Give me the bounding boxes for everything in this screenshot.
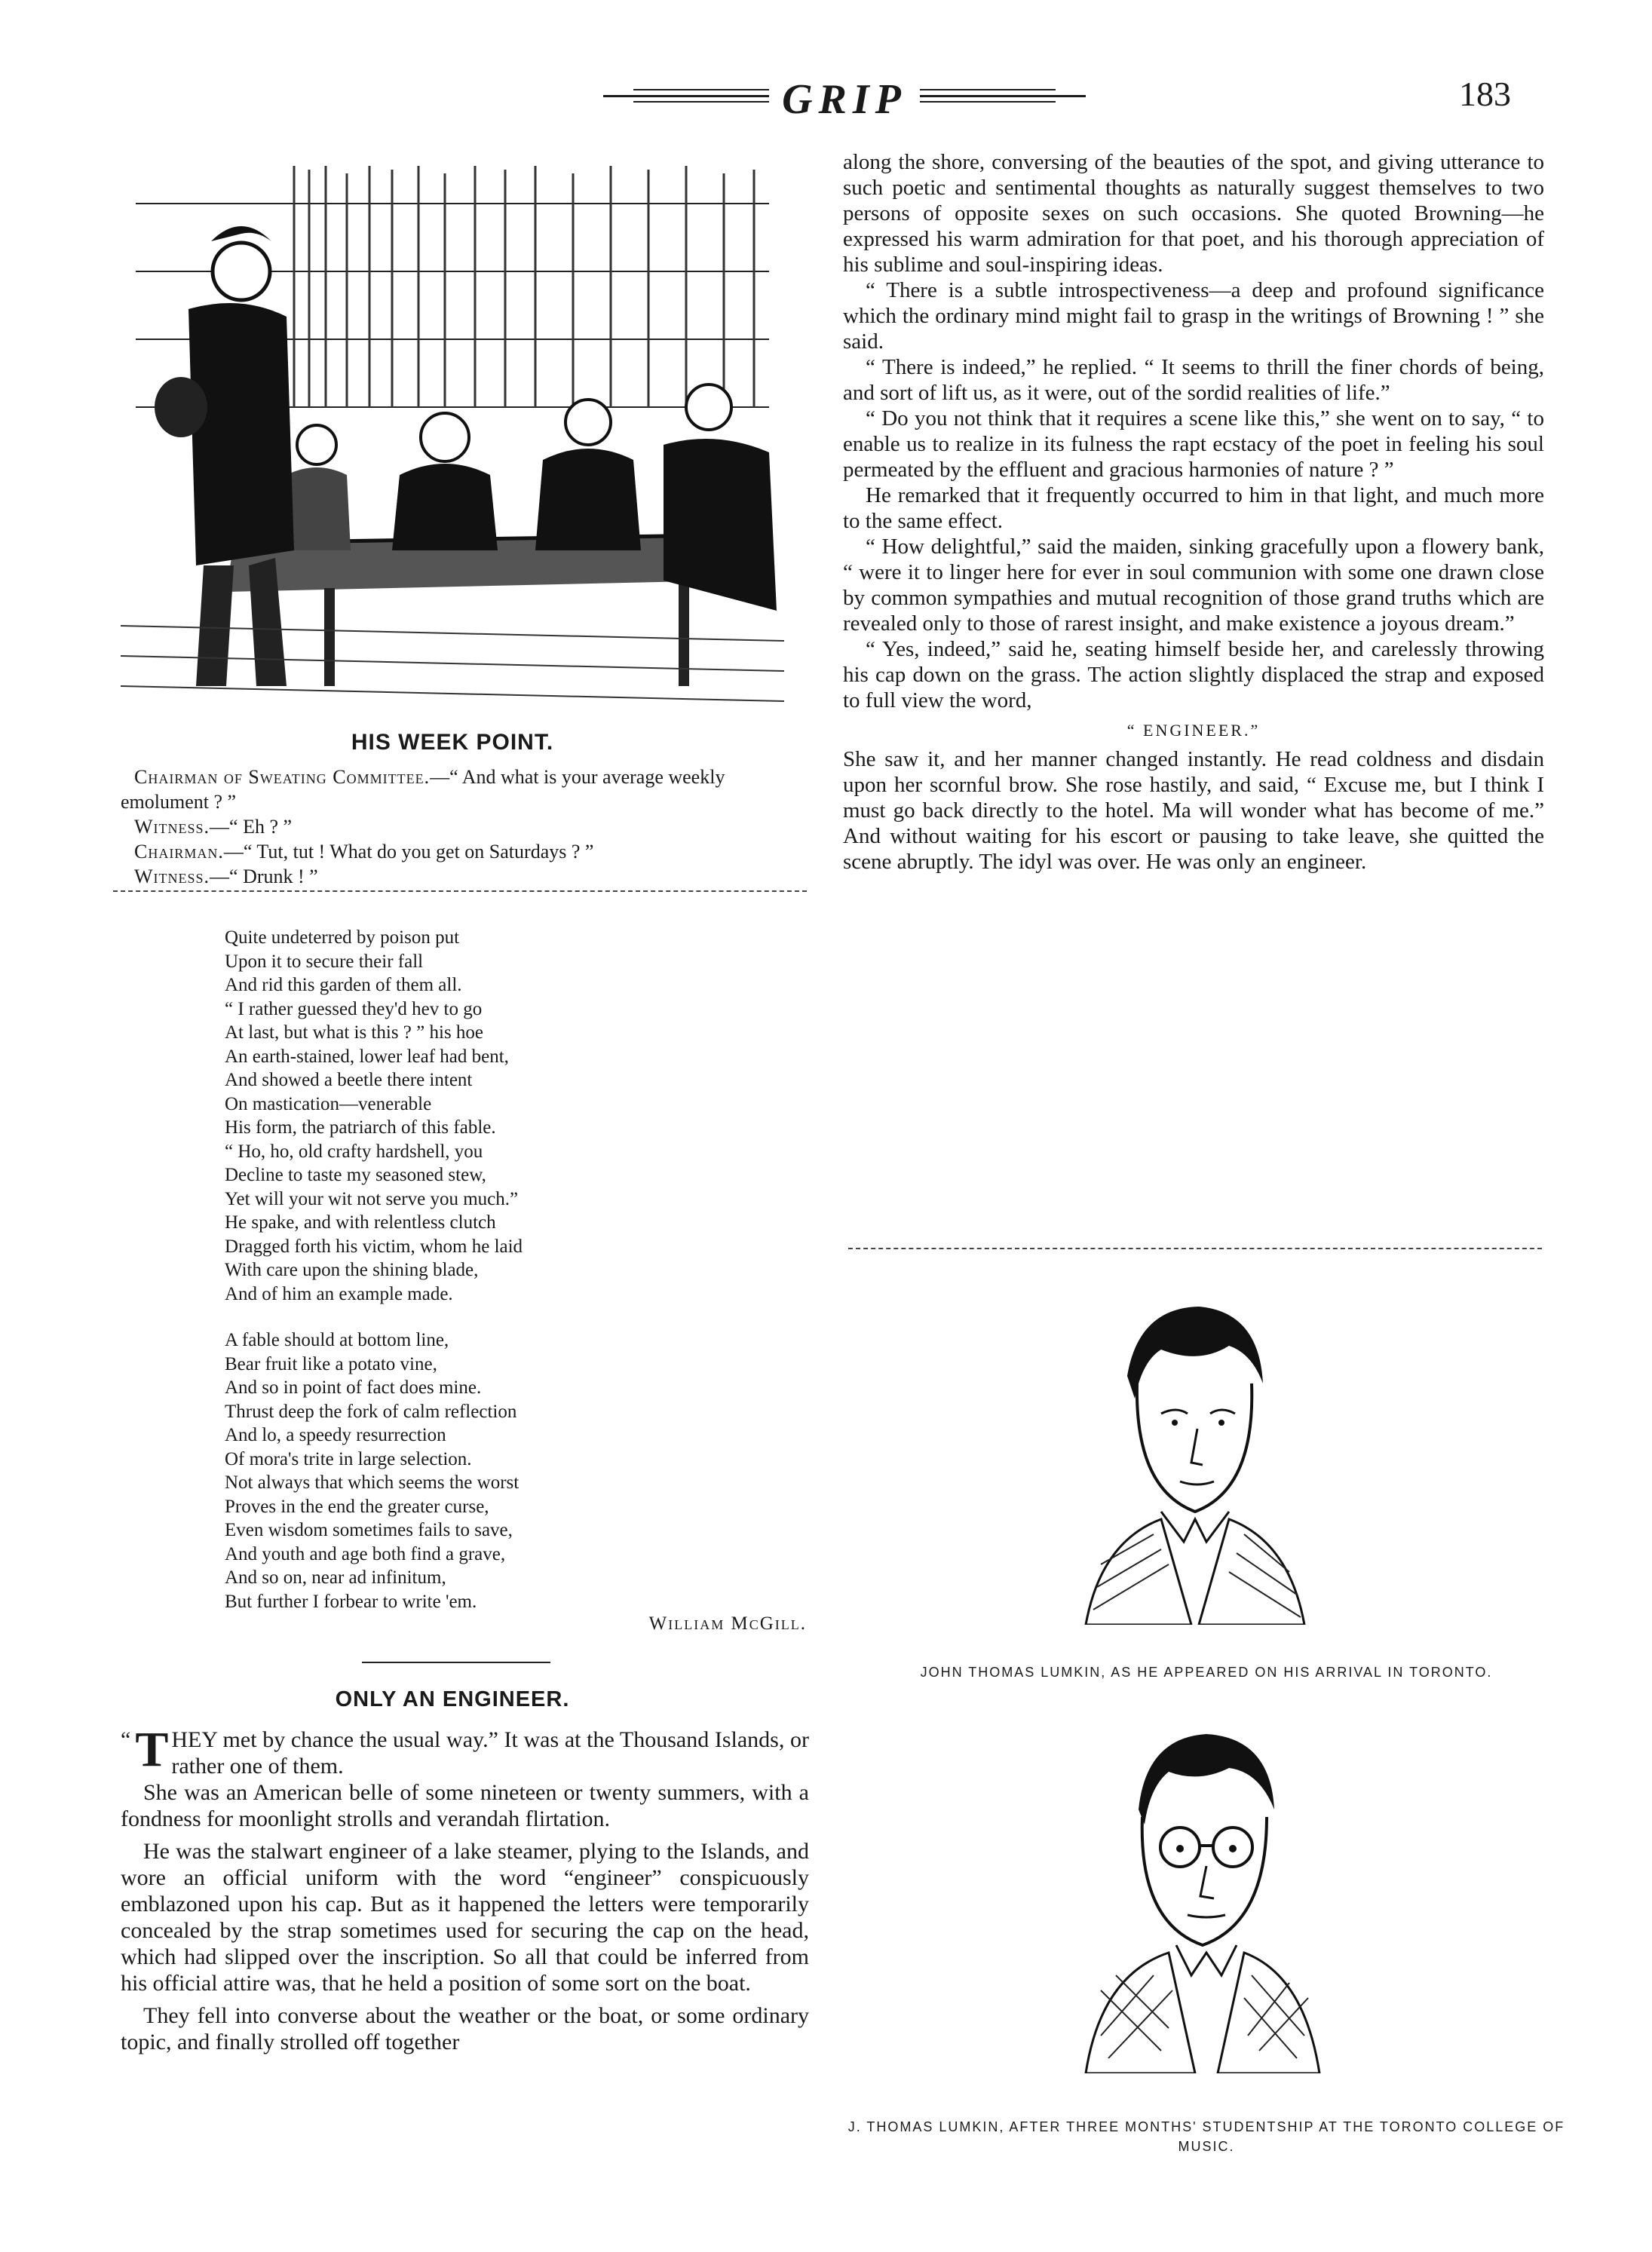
poem-line: And lo, a speedy resurrection — [225, 1425, 446, 1445]
poem-line: Thrust deep the fork of calm reflection — [225, 1401, 517, 1422]
dialog-line — [121, 839, 803, 864]
poem-line: “ Ho, ho, old crafty hardshell, you — [225, 1141, 483, 1162]
poem-author: William McGill. — [648, 1613, 807, 1634]
article-paragraph: “ There is a subtle introspectiveness—a deep and profound significance which the ordinary mind might fail to grasp in the writings of Browning ! ” she said. — [843, 278, 1544, 354]
poem-line: Bear fruit like a potato vine, — [225, 1353, 437, 1374]
dialog-line — [121, 814, 803, 839]
article-paragraph: She saw it, and her manner changed instantly. He read coldness and disdain upon her scornful brow. She rose hastily, and said, “ Excuse me, but I think I must go back directly to the hotel. Ma will wonder what has become of me.” And without waiting for his escort or pausing to take leave, she quitted the scene abruptly. The idyl was over. He was only an engineer. — [843, 747, 1544, 874]
poem-line: Upon it to secure their fall — [225, 951, 424, 972]
section-divider — [362, 1662, 550, 1663]
cartoon-title: HIS WEEK POINT. — [351, 730, 554, 755]
dialog-line — [121, 764, 803, 814]
dialog-speaker: Chairman of Sweating Committee. — [134, 766, 431, 788]
dialog-line — [121, 864, 803, 889]
dialog-speaker: Witness. — [134, 866, 210, 887]
poem-line: At last, but what is this ? ” his hoe — [225, 1022, 484, 1043]
section-divider — [113, 890, 807, 892]
poem-stanza-2 — [225, 1328, 752, 1613]
poem-line: And youth and age both find a grave, — [225, 1543, 506, 1564]
article-paragraph: “ Do you not think that it requires a scene like this,” she went on to say, “ to enable us to realize in its fulness the rapt ecstacy of the poet in feeling his soul permeated by the effluent and gracious harmonies of nature ? ” — [843, 406, 1544, 482]
article-paragraph: “ There is indeed,” he replied. “ It seems to thrill the finer chords of being, and sort of lift us, as it were, out of the sordid realities of life.” — [843, 355, 1544, 405]
poem-line: Dragged forth his victim, whom he laid — [225, 1236, 523, 1257]
paragraph-text: HEY met by chance the usual way.” It was at the Thousand Islands, or rather one of them. — [171, 1727, 809, 1779]
poem-line: Even wisdom sometimes fails to save, — [225, 1520, 513, 1540]
masthead — [603, 74, 1086, 123]
committee-cartoon-illustration — [121, 158, 784, 712]
article-left-column — [121, 1722, 809, 2055]
poem-line: Quite undeterred by poison put — [225, 927, 460, 948]
poem-line: And so on, near ad infinitum, — [225, 1567, 446, 1588]
poem-line: And rid this garden of them all. — [225, 975, 462, 995]
section-divider — [848, 1248, 1542, 1249]
poem-line: His form, the patriarch of this fable. — [225, 1117, 496, 1138]
masthead-title: GRIP — [782, 76, 907, 123]
article-paragraph: They fell into converse about the weather or the boat, or some ordinary topic, and finally strolled off together — [121, 2003, 809, 2054]
poem-line: Of mora's trite in large selection. — [225, 1448, 472, 1469]
poem-line: Proves in the end the greater curse, — [225, 1496, 489, 1517]
poem-line: But further I forbear to write 'em. — [225, 1591, 477, 1612]
article-title: ONLY AN ENGINEER. — [335, 1687, 570, 1711]
article-right-column — [843, 149, 1544, 875]
dialog-speaker: Witness. — [134, 816, 210, 838]
dialog-text: —“ Tut, tut ! What do you get on Saturdays ? ” — [223, 841, 594, 863]
page-number: 183 — [1459, 75, 1511, 113]
portrait-student-illustration — [1056, 1719, 1342, 2073]
dialog-text: —“ Drunk ! ” — [210, 866, 318, 887]
article-paragraph: He was the stalwart engineer of a lake steamer, plying to the Islands, and wore an official uniform with the word “engineer” conspicuously emblazoned upon his cap. But as it happened the letters were temporarily concealed by the strap sometimes used for securing the cap on the head, which had slipped over the inscription. So all that could be inferred from his official attire was, that he held a position of some sort on the boat. — [121, 1839, 809, 1996]
poem-stanza-1 — [225, 926, 752, 1306]
portrait-caption-arrival: JOHN THOMAS LUMKIN, AS HE APPEARED ON HIS ARRIVAL IN TORONTO. — [920, 1665, 1493, 1680]
article-paragraph: along the shore, conversing of the beauties of the spot, and giving utterance to such poetic and sentimental thoughts as naturally suggest themselves to two persons of opposite sexes on such occasions. She quoted Browning—he expressed his warm admiration for that poet, and his thorough appreciation of his sublime and soul-inspiring ideas. — [843, 150, 1544, 277]
portrait-arrival-illustration — [1071, 1293, 1319, 1625]
article-paragraph: “ How delightful,” said the maiden, sinking gracefully upon a flowery bank, “ were it to linger here for ever in soul communion with some one drawn close by common sympathies and mutual recognition of those grand truths which are revealed only to those of rarest insight, and make existence a joyous dream.” — [843, 535, 1544, 636]
poem-line: On mastication—venerable — [225, 1093, 432, 1114]
portrait-caption-student: J. THOMAS LUMKIN, AFTER THREE MONTHS' STUDENTSHIP AT THE TORONTO COLLEGE OF MUSIC. — [847, 2119, 1565, 2154]
dialog-speaker: Chairman. — [134, 841, 224, 863]
poem-line: Not always that which seems the worst — [225, 1472, 520, 1493]
poem-line: He spake, and with relentless clutch — [225, 1212, 496, 1233]
article-paragraph: He remarked that it frequently occurred to him in that light, and much more to the same effect. — [843, 483, 1544, 533]
article-paragraph: She was an American belle of some nineteen or twenty summers, with a fondness for moonlight strolls and verandah flirtation. — [121, 1780, 809, 1831]
dialog-text: —“ And what is your average weekly emolument ? ” — [121, 766, 725, 813]
poem-line: An earth-stained, lower leaf had bent, — [225, 1046, 509, 1067]
poem-line: Decline to taste my seasoned stew, — [225, 1165, 486, 1185]
opening-quote: “ — [121, 1727, 131, 1752]
dialog-text: —“ Eh ? ” — [210, 816, 293, 838]
poem-line: A fable should at bottom line, — [225, 1330, 449, 1350]
engineer-word: “ ENGINEER.” — [1126, 721, 1261, 740]
poem-line: “ I rather guessed they'd hev to go — [225, 998, 483, 1019]
poem-line: And showed a beetle there intent — [225, 1070, 473, 1090]
poem-line: With care upon the shining blade, — [225, 1260, 479, 1280]
poem-line: And of him an example made. — [225, 1283, 453, 1304]
cartoon-dialog — [121, 764, 803, 889]
drop-cap: T — [135, 1722, 169, 1777]
article-paragraph — [121, 1722, 809, 1779]
poem-line: Yet will your wit not serve you much.” — [225, 1188, 519, 1209]
article-paragraph: “ Yes, indeed,” said he, seating himself beside her, and carelessly throwing his cap down on the grass. The action slightly displaced the strap and exposed to full view the word, — [843, 637, 1544, 712]
poem-line: And so in point of fact does mine. — [225, 1377, 482, 1398]
